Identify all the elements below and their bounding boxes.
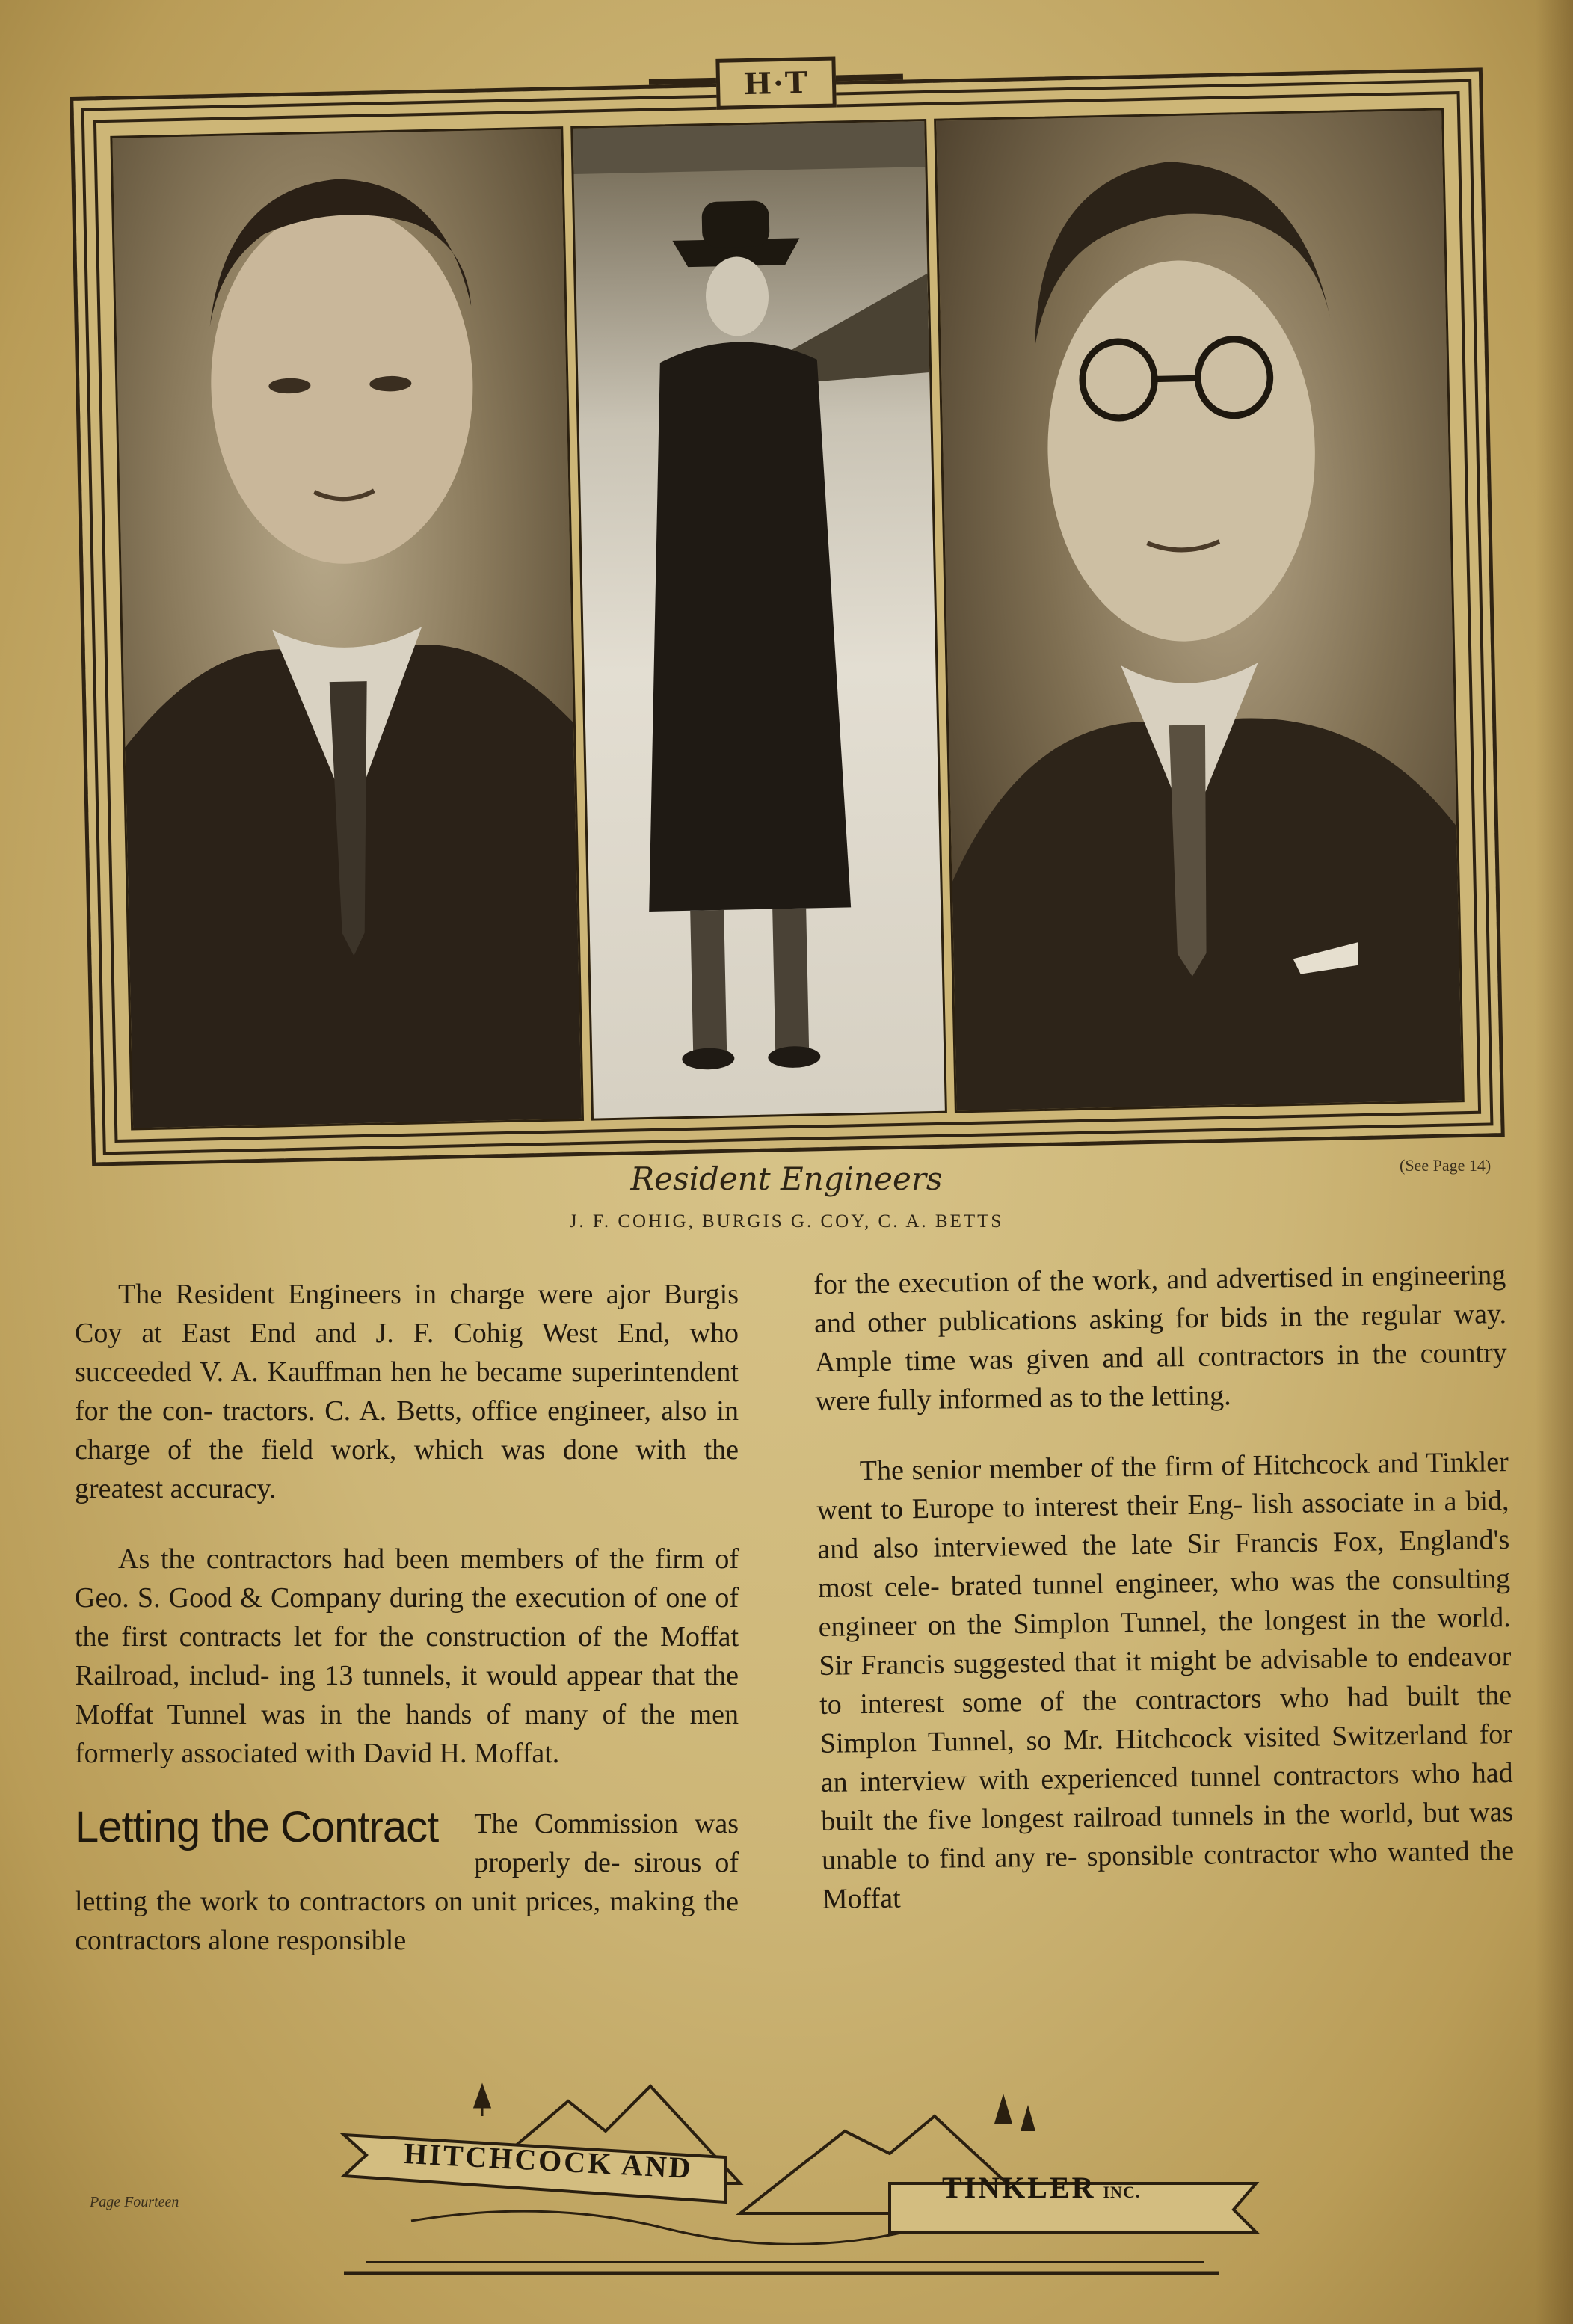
section-heading: Letting the Contract xyxy=(75,1803,439,1851)
banner-text-inc: INC. xyxy=(1103,2183,1141,2201)
banner-text-right xyxy=(942,2170,1140,2205)
portrait-left-photo xyxy=(110,126,584,1130)
left-column xyxy=(75,1275,739,1960)
photo-frame xyxy=(70,64,1505,1166)
frame-emblem xyxy=(715,56,836,109)
portrait-right-image xyxy=(936,111,1462,1111)
caption-names: J. F. COHIG, BURGIS G. COY, C. A. BETTS xyxy=(569,1211,1004,1232)
right-column xyxy=(813,1255,1515,1919)
left-paragraph-2: As the contractors had been members of the firm of Geo. S. Good & Company during the execution of one of the first contracts let for the construction of the Moffat Railroad, includ- ing 13 tunnels, it would appear that the Moffat Tunnel was in the hands of many of the men formerly associated with David H. Moffat. xyxy=(75,1543,739,1769)
page-number: Page Fourteen xyxy=(90,2194,179,2210)
banner-text-left: HITCHCOCK AND xyxy=(403,2136,694,2186)
photo-strip xyxy=(110,108,1464,1125)
right-paragraph-2: The senior member of the firm of Hitchcock and Tinkler went to Europe to interest their Eng- lish associate in a bid, and also interviewed the late Sir Francis Fox, England's most cele- brated tunnel engineer, who was the consulting engineer on the Simplon Tunnel, the longest in the world. Sir Francis suggested that it might be advisable to endeavor to interest some of the contractors who had built the Simplon Tunnel, so Mr. Hitchcock visited Switzerland for an interview with experienced tunnel contractors who had built the five longest railroad tunnels in the world, but was unable to find any re- sponsible contractor who wanted the Moffat xyxy=(816,1446,1515,1915)
section-text: The Commission was properly de- sirous of letting the work to contractors on unit prices, making the contractors alone responsible xyxy=(75,1808,739,1956)
portrait-left-image xyxy=(112,129,582,1128)
right-paragraph-1: for the execution of the work, and advertised in engineering and other publications asking for bids in the regular way. Ample time was given and all contractors in the country were fully informed as to the letting. xyxy=(813,1259,1508,1417)
caption-title: Resident Engineers xyxy=(630,1161,943,1197)
company-banner-logo xyxy=(321,2071,1271,2296)
left-paragraph-1: The Resident Engineers in charge were ajor Burgis Coy at East End and J. F. Cohig West End, who succeeded V. A. Kauffman hen he became superintendent for the con- tractors. C. A. Betts, office engineer, also in charge of the field work, which was done with the greatest accuracy. xyxy=(75,1279,739,1504)
frame-emblem-monogram: H·T xyxy=(742,64,810,102)
portrait-right-photo xyxy=(934,108,1465,1113)
banner-text-tinkler: TINKLER xyxy=(942,2171,1096,2204)
standing-man-image xyxy=(573,121,945,1119)
standing-man-photo xyxy=(570,119,947,1121)
letting-contract-section xyxy=(75,1804,739,1960)
see-page-reference: (See Page 14) xyxy=(1400,1156,1492,1175)
